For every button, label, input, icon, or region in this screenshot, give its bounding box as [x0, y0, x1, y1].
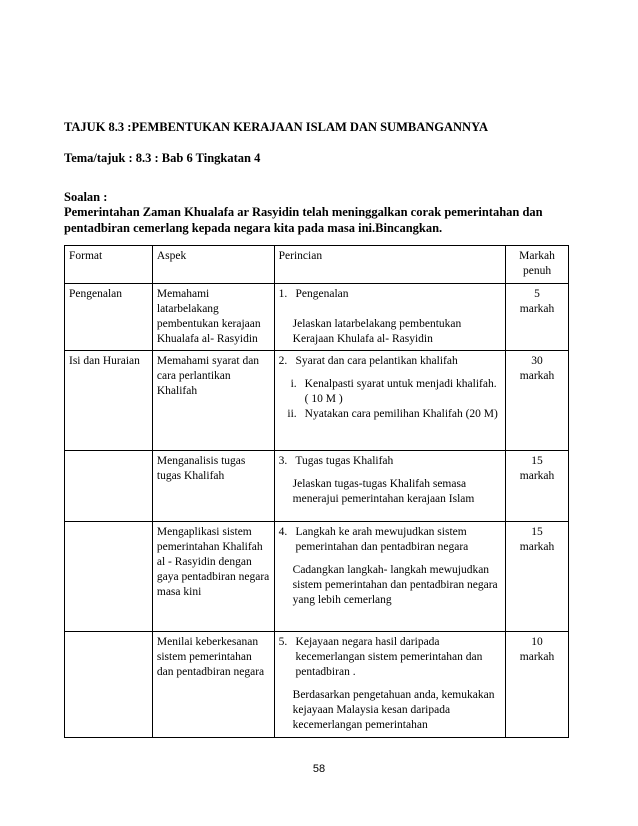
markah-unit: markah — [519, 303, 555, 315]
table-row — [65, 451, 569, 522]
header-markah: Markah penuh — [506, 246, 569, 284]
markah-value: 15 — [531, 526, 543, 538]
markah-value: 15 — [531, 455, 543, 467]
sub-item-number: i. — [290, 378, 297, 390]
item-number: 3. — [278, 455, 288, 467]
soalan-label: Soalan : — [64, 190, 108, 204]
cell-aspek: Menganalisis tugas tugas Khalifah — [152, 451, 274, 522]
markah-unit: markah — [519, 651, 555, 663]
item-number: 5. — [278, 636, 288, 648]
markah-unit: markah — [519, 370, 555, 382]
cell-format: Pengenalan — [65, 284, 153, 351]
sub-item-text: Nyatakan cara pemilihan Khalifah (20 M) — [304, 408, 498, 420]
item-number: 1. — [278, 288, 288, 300]
item-number: 4. — [278, 526, 288, 538]
document-title: TAJUK 8.3 :PEMBENTUKAN KERAJAAN ISLAM DAN SUMBANGANNYA — [64, 120, 488, 134]
markah-value: 5 — [534, 288, 540, 300]
item-number: 2. — [278, 355, 288, 367]
table-row — [65, 284, 569, 351]
cell-perincian — [274, 632, 505, 738]
header-format: Format — [65, 246, 153, 284]
cell-format — [65, 522, 153, 632]
cell-perincian — [274, 451, 505, 522]
item-title: Langkah ke arah mewujudkan sistem pemerintahan dan pentadbiran negara — [295, 526, 469, 553]
item-detail: Jelaskan tugas-tugas Khalifah semasa menerajui pemerintahan kerajaan Islam — [292, 478, 475, 505]
cell-format — [65, 632, 153, 738]
tema-line: Tema/tajuk : 8.3 : Bab 6 Tingkatan 4 — [64, 151, 261, 165]
item-detail: Jelaskan latarbelakang pembentukan Kerajaan Khulafa al- Rasyidin — [292, 318, 462, 345]
sub-item-number: ii. — [287, 408, 297, 420]
page-number: 58 — [312, 763, 326, 775]
item-title: Tugas tugas Khalifah — [295, 455, 394, 467]
item-title: Pengenalan — [295, 288, 349, 300]
item-title: Kejayaan negara hasil daripada kecemerlangan sistem pemerintahan dan pentadbiran . — [295, 636, 483, 678]
markah-value: 10 — [531, 636, 543, 648]
cell-markah — [506, 284, 569, 351]
table-row — [65, 522, 569, 632]
markah-unit: markah — [519, 470, 555, 482]
cell-perincian — [274, 284, 505, 351]
cell-aspek: Memahami syarat dan cara perlantikan Khalifah — [152, 351, 274, 451]
cell-perincian — [274, 351, 505, 451]
item-title: Syarat dan cara pelantikan khalifah — [295, 355, 458, 367]
sub-item-text: Kenalpasti syarat untuk menjadi khalifah. ( 10 M ) — [304, 378, 497, 405]
table-header-row — [65, 246, 569, 284]
cell-markah — [506, 351, 569, 451]
item-detail: Berdasarkan pengetahuan anda, kemukakan kejayaan Malaysia kesan daripada kecemerlangan pemerintahan — [292, 689, 495, 731]
sub-item — [279, 407, 501, 422]
cell-markah — [506, 632, 569, 738]
cell-markah — [506, 522, 569, 632]
cell-format — [65, 451, 153, 522]
cell-aspek: Mengaplikasi sistem pemerintahan Khalifah al - Rasyidin dengan gaya pentadbiran negara masa kini — [152, 522, 274, 632]
header-aspek: Aspek — [152, 246, 274, 284]
markah-value: 30 — [531, 355, 543, 367]
cell-markah — [506, 451, 569, 522]
markah-unit: markah — [519, 541, 555, 553]
cell-aspek: Memahami latarbelakang pembentukan kerajaan Khualafa al- Rasyidin — [152, 284, 274, 351]
cell-format: Isi dan Huraian — [65, 351, 153, 451]
table-row — [65, 632, 569, 738]
cell-aspek: Menilai keberkesanan sistem pemerintahan dan pentadbiran negara — [152, 632, 274, 738]
marking-scheme-table — [64, 245, 569, 738]
item-detail: Cadangkan langkah- langkah mewujudkan sistem pemerintahan dan pentadbiran negara yang lebih cemerlang — [292, 564, 498, 606]
header-perincian: Perincian — [274, 246, 505, 284]
sub-item — [279, 377, 501, 407]
soalan-text: Pemerintahan Zaman Khualafa ar Rasyidin telah meninggalkan corak pemerintahan dan pentadbiran cemerlang kepada negara kita pada masa ini.Bincangkan. — [64, 205, 543, 235]
cell-perincian — [274, 522, 505, 632]
table-row — [65, 351, 569, 451]
